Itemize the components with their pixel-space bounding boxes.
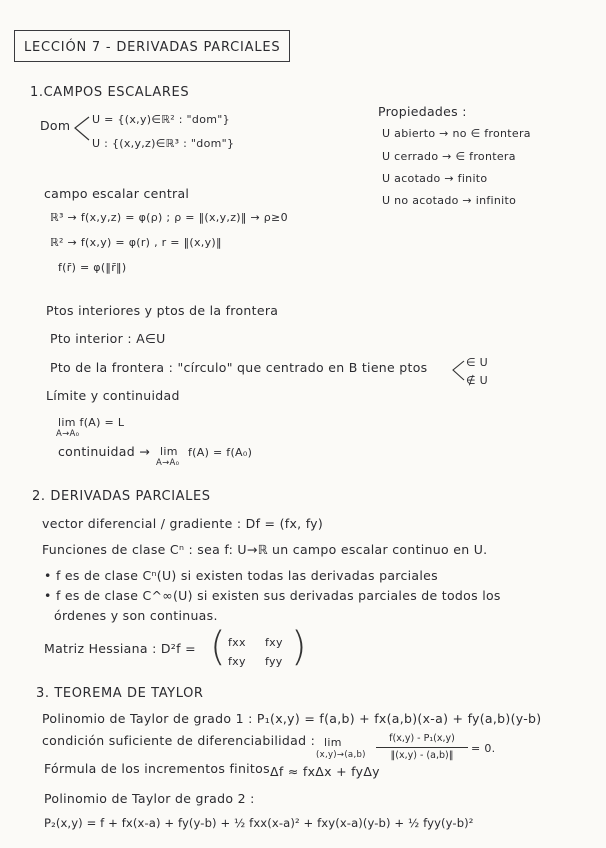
matrix-right-paren: ) bbox=[291, 624, 307, 670]
bullet-cn: • f es de clase Cⁿ(U) si existen todas las derivadas parciales bbox=[44, 568, 438, 583]
dom-label: Dom bbox=[40, 118, 71, 133]
limite-heading: Límite y continuidad bbox=[46, 388, 180, 403]
cond-denominator: ‖(x,y) - (a,b)‖ bbox=[390, 749, 454, 761]
section-3-heading: 3. TEOREMA DE TAYLOR bbox=[36, 686, 204, 701]
lim-sub: A→A₀ bbox=[56, 429, 80, 439]
prop-item: U abierto → no ∈ frontera bbox=[382, 127, 531, 140]
cont-expr: f(A) = f(A₀) bbox=[188, 446, 253, 459]
central-label: campo escalar central bbox=[44, 186, 190, 201]
central-r2: ℝ² → f(x,y) = φ(r) , r = ‖(x,y)‖ bbox=[50, 236, 222, 249]
dom-r2: U = {(x,y)∈ℝ² : "dom"} bbox=[92, 113, 230, 126]
incrementos-expr: Δf ≈ fxΔx + fyΔy bbox=[270, 764, 380, 779]
vector-gradiente: vector diferencial / gradiente : Df = (fx, fy) bbox=[42, 516, 324, 531]
dom-r3: U : {(x,y,z)∈ℝ³ : "dom"} bbox=[92, 137, 235, 150]
frontera-branch-icon bbox=[450, 358, 466, 384]
central-r3: ℝ³ → f(x,y,z) = φ(ρ) ; ρ = ‖(x,y,z)‖ → ρ≥0 bbox=[50, 211, 288, 224]
props-title: Propiedades : bbox=[378, 104, 467, 119]
hess-cell: fxy bbox=[265, 636, 283, 649]
cond-label: condición suficiente de diferenciabilidad : bbox=[42, 733, 316, 748]
cont-lim: lim bbox=[160, 445, 178, 458]
title-box bbox=[14, 30, 290, 62]
cond-eq: = 0. bbox=[471, 742, 496, 755]
pto-frontera: Pto de la frontera : "círculo" que centrado en B tiene ptos bbox=[50, 360, 428, 375]
bullet-cinf-cont: órdenes y son continuas. bbox=[54, 608, 218, 623]
lim-expr: lim f(A) = L bbox=[58, 416, 125, 429]
prop-item: U acotado → finito bbox=[382, 172, 488, 185]
section-1-heading: 1.CAMPOS ESCALARES bbox=[30, 85, 190, 100]
cond-fraction bbox=[376, 734, 468, 760]
taylor-grado-2: P₂(x,y) = f + fx(x-a) + fy(y-b) + ½ fxx(x-a)² + fxy(x-a)(y-b) + ½ fyy(y-b)² bbox=[44, 816, 474, 830]
hess-cell: fxy bbox=[228, 655, 246, 668]
incrementos-label: Fórmula de los incrementos finitos bbox=[44, 761, 270, 776]
prop-item: U cerrado → ∈ frontera bbox=[382, 150, 516, 163]
section-2-heading: 2. DERIVADAS PARCIALES bbox=[32, 489, 211, 504]
continuidad-label: continuidad → bbox=[58, 444, 151, 459]
hess-cell: fyy bbox=[265, 655, 283, 668]
pto-interior: Pto interior : A∈U bbox=[50, 331, 166, 346]
cond-lim: lim bbox=[324, 736, 342, 749]
cond-numerator: f(x,y) - P₁(x,y) bbox=[389, 733, 455, 744]
page-title: LECCIÓN 7 - DERIVADAS PARCIALES bbox=[24, 40, 281, 55]
central-vec: f(r̄) = φ(‖r̄‖) bbox=[58, 261, 127, 274]
int-front-heading: Ptos interiores y ptos de la frontera bbox=[46, 303, 279, 318]
dom-branch-icon bbox=[72, 112, 92, 148]
clase-cn: Funciones de clase Cⁿ : sea f: U→ℝ un campo escalar continuo en U. bbox=[42, 542, 488, 557]
matrix-left-paren: ( bbox=[210, 624, 226, 670]
hessiana-label: Matriz Hessiana : D²f = bbox=[44, 641, 196, 656]
hess-cell: fxx bbox=[228, 636, 246, 649]
cond-sub: (x,y)→(a,b) bbox=[316, 750, 366, 760]
prop-item: U no acotado → infinito bbox=[382, 194, 517, 207]
notin-u: ∉ U bbox=[466, 374, 489, 387]
bullet-cinf: • f es de clase C^∞(U) si existen sus derivadas parciales de todos los bbox=[44, 588, 501, 603]
in-u: ∈ U bbox=[466, 356, 489, 369]
cont-sub: A→A₀ bbox=[156, 458, 180, 468]
taylor-grado-2-label: Polinomio de Taylor de grado 2 : bbox=[44, 791, 255, 806]
taylor-grado-1: Polinomio de Taylor de grado 1 : P₁(x,y) = f(a,b) + fx(a,b)(x-a) + fy(a,b)(y-b) bbox=[42, 711, 542, 726]
